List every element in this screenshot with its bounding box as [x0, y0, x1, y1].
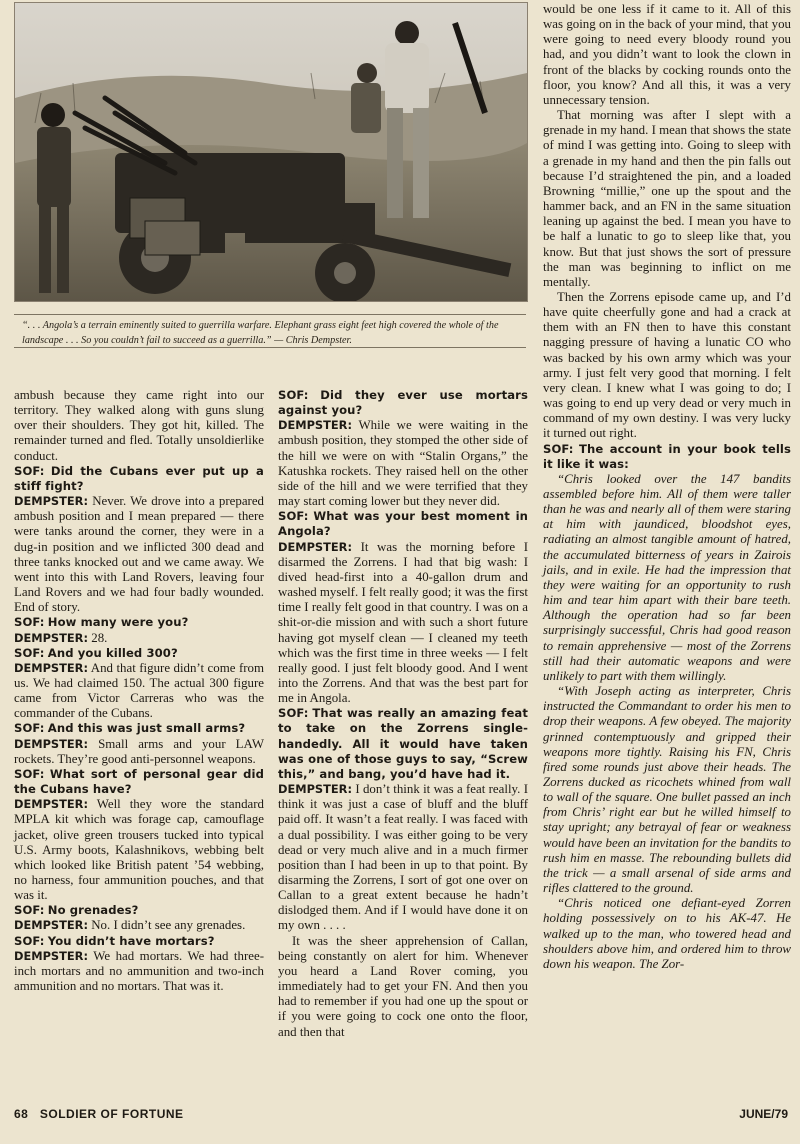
- interview-answer: [278, 782, 528, 934]
- page-number: 68: [14, 1107, 29, 1121]
- speaker-label: SOF:: [278, 509, 309, 524]
- speaker-label: DEMPSTER:: [14, 948, 89, 963]
- paragraph-text: How many were you?: [47, 615, 189, 630]
- speaker-label: SOF:: [278, 388, 309, 402]
- interview-answer: [14, 661, 264, 722]
- paragraph-text: What sort of personal gear did the Cubans have?: [14, 766, 264, 797]
- article-column-3: [543, 2, 791, 972]
- paragraph-text: No. I didn’t see any grenades.: [91, 918, 246, 933]
- interview-answer: [14, 797, 264, 903]
- interview-question: [278, 509, 528, 539]
- paragraph-text: Never. We drove into a prepared ambush position and I mean prepared — there were tanks around the corner, they were in a dug-in position and we inflicted 300 dead and three tanks knocked out and we came away. We went into this with Land Rovers, leaving four Land Rovers and we had four badly wounded. End of story.: [14, 494, 264, 615]
- article-column-2: [278, 388, 528, 1040]
- paragraph-text: And that figure didn’t come from us. We had claimed 150. The actual 300 figure came from Victor Carreras who was the commander of the Cubans.: [14, 660, 264, 721]
- speaker-label: DEMPSTER:: [14, 494, 89, 509]
- book-excerpt-paragraph: “Chris noticed one defiant-eyed Zorren holding possessively on to his AK-47. He walked up to the man, who towered head and shoulders above him, and ordered him to throw down his weapon. The Zor-: [543, 896, 791, 971]
- paragraph-text: Well they wore the standard MPLA kit which was forage cap, camouflage jacket, olive green trousers tucked into typical U.S. Army boots, Kalashnikovs, webbing belt which looked like British patent ’54 webbing, no harness, four ammunition pouches, and that was it.: [14, 797, 264, 903]
- paragraph-text: It was the morning before I disarmed the Zorrens. I had that big wash: I dived head-first into a 40-gallon drum and washed myself. I felt really good; it was the first time I really felt good in that country. I was on a shit-or-die mission and with such a short future having got myself clean — I cleaned my teeth which was the first time in three weeks — I felt really good. I just felt bloody good. And I went into the Zorrens. And that was the best part for me in Angola.: [278, 539, 528, 706]
- interview-question: [14, 934, 264, 949]
- interview-answer: [14, 737, 264, 767]
- article-photo: [14, 2, 528, 302]
- paragraph-text: I don’t think it was a feat really. I think it was just a case of bluff and the bluff paid off. It wasn’t a feat really. I was faced with a dual possibility. I was either going to be very dead or very much alive and in a much firmer position than I had been in up to that point. By disarming the Zorrens, I sort of got one over on Callan to a great extent because he hadn’t dislodged them. And if I would have done it on my own . . . .: [278, 782, 528, 933]
- speaker-label: DEMPSTER:: [14, 797, 89, 812]
- interview-question: [14, 721, 264, 736]
- speaker-label: DEMPSTER:: [14, 736, 89, 751]
- speaker-label: SOF:: [14, 615, 45, 630]
- speaker-label: SOF:: [14, 721, 45, 736]
- body-paragraph: would be one less if it came to it. All of this was going on in the back of your mind, that you were going to need every bloody round you had, and you didn’t want to look the clown in front of the blacks by cocking rounds onto the floor, you know? And all this, it was a very unnecessary tension.: [543, 2, 791, 107]
- paragraph-text: No grenades?: [47, 903, 139, 918]
- interview-answer: [14, 918, 264, 933]
- body-paragraph: It was the sheer apprehension of Callan, being constantly on alert for him. Whenever you heard a Land Rover coming, you immediately had to get your FN. And then you had to remember if you had one up the spout or if you were going to cock one onto the floor, and then that: [278, 933, 528, 1039]
- speaker-label: DEMPSTER:: [278, 782, 353, 797]
- page-footer-left: [14, 1107, 184, 1121]
- interview-question: [14, 903, 264, 918]
- body-paragraph: ambush because they came right into our territory. They walked along with guns slung over their shoulders. They got hit, killed. The remainder turned and fled. Totally unsoldierlike conduct.: [14, 388, 264, 463]
- interview-answer: [14, 631, 264, 646]
- paragraph-text: Did they ever use mortars against you?: [278, 388, 528, 418]
- paragraph-text: What was your best moment in Angola?: [278, 509, 528, 539]
- photo-caption: “. . . Angola’s a terrain eminently suited to guerrilla warfare. Elephant grass eight feet high covered the whole of the landscape . . . So you couldn’t fail to succeed as a guerrilla.” — Chris Dempster.: [14, 314, 526, 348]
- interview-question: [543, 442, 791, 472]
- speaker-label: DEMPSTER:: [14, 918, 89, 933]
- paragraph-text: And this was just small arms?: [47, 721, 246, 736]
- speaker-label: SOF:: [14, 903, 45, 918]
- interview-question: [14, 615, 264, 630]
- speaker-label: DEMPSTER:: [278, 418, 353, 433]
- speaker-label: DEMPSTER:: [14, 660, 89, 675]
- interview-answer: [14, 949, 264, 994]
- photo-illustration: [15, 3, 527, 301]
- speaker-label: DEMPSTER:: [278, 539, 353, 554]
- interview-answer: [14, 494, 264, 615]
- speaker-label: SOF:: [14, 463, 45, 478]
- interview-question: [278, 706, 528, 782]
- interview-question: [14, 646, 264, 661]
- interview-answer: [278, 418, 528, 509]
- interview-question: [278, 388, 528, 418]
- paragraph-text: While we were waiting in the ambush position, they stomped the other side of the hill we were on with “Stalin Organs,” the Katushka rockets. They raised hell on the other side of the hill and we were terrified that they may start coming lower but they never did.: [278, 418, 528, 509]
- book-excerpt-paragraph: “Chris looked over the 147 bandits assembled before him. All of them were taller than he was and nearly all of them were staring at him with jaundiced, bloodshot eyes, radiating an almost tangible amount of hatred, the accumulated bitterness of years in Zairois jails, and in exile. He had the impression that they were waiting for an opportunity to rush him and tear him apart with their bare teeth. Although the operation had so far been surprisingly successful, Chris had good reason to remain apprehensive — most of the Zorrens still had their automatic weapons and were unlikely to part with them willingly.: [543, 471, 791, 683]
- body-paragraph: That morning was after I slept with a grenade in my hand. I mean that shows the state of mind I was getting into. Going to sleep with a grenade in my hand and then the pin falls out because I’d straightened the pin, and a loaded Browning “millie,” one up the spout and the hammer back, and an FN in the same situation leaning up against the bed. I mean you have to be half a lunatic to go to sleep like that, you know. But that just shows the sort of pressure the man was beginning to inflict on me mentally.: [543, 108, 791, 289]
- paragraph-text: Small arms and your LAW rockets. They’re good anti-personnel weapons.: [14, 736, 264, 766]
- speaker-label: SOF:: [278, 706, 309, 721]
- book-excerpt-paragraph: “With Joseph acting as interpreter, Chris instructed the Commandant to order his men to drop their weapons. A few obeyed. The majority grinned contemptuously and gripped their weapons more tightly. Raising his FN, Chris fired some rounds just above their heads. The Zorrens ducked as ricochets whined from wall to wall of the square. One bullet passed an inch from Chris’ right ear but he willed himself to stay upright; any betrayal of fear or weakness would have been an invitation for the bandits to rush him en masse. The rebounding bullets did the trick — a small arsenal of side arms and rifles clattered to the ground.: [543, 684, 791, 896]
- speaker-label: DEMPSTER:: [14, 630, 89, 645]
- body-paragraph: Then the Zorrens episode came up, and I’d have quite cheerfully gone and had a crack at them with an FN then to have this constant nagging pressure of having a lunatic CO who was backed by his own army which was your army. I just felt very good that morning. I felt very clean. I knew what I was going to do; I was going to end up very dead or very much in command of my own destiny. I was very lucky it turned out right.: [543, 289, 791, 441]
- speaker-label: SOF:: [14, 645, 45, 660]
- paragraph-text: Did the Cubans ever put up a stiff fight?: [14, 463, 264, 493]
- speaker-label: SOF:: [14, 766, 45, 781]
- interview-question: [14, 767, 264, 797]
- paragraph-text: That was really an amazing feat to take on the Zorrens single-handedly. All it would have taken was one of those guys to say, “Screw this,” and bang, you’d have had it.: [278, 706, 528, 781]
- paragraph-text: And you killed 300?: [47, 645, 178, 660]
- paragraph-text: You didn’t have mortars?: [47, 933, 215, 948]
- speaker-label: SOF:: [543, 441, 574, 456]
- speaker-label: SOF:: [14, 933, 45, 948]
- issue-date: JUNE/79: [739, 1107, 788, 1121]
- interview-question: [14, 464, 264, 494]
- paragraph-text: The account in your book tells it like it was:: [543, 441, 791, 471]
- paragraph-text: We had mortars. We had three-inch mortars and no ammunition and two-inch ammunition and no mortars. That was it.: [14, 948, 264, 994]
- article-column-1: [14, 388, 264, 994]
- interview-answer: [278, 540, 528, 707]
- publication-name: SOLDIER OF FORTUNE: [39, 1107, 184, 1121]
- paragraph-text: 28.: [91, 630, 108, 645]
